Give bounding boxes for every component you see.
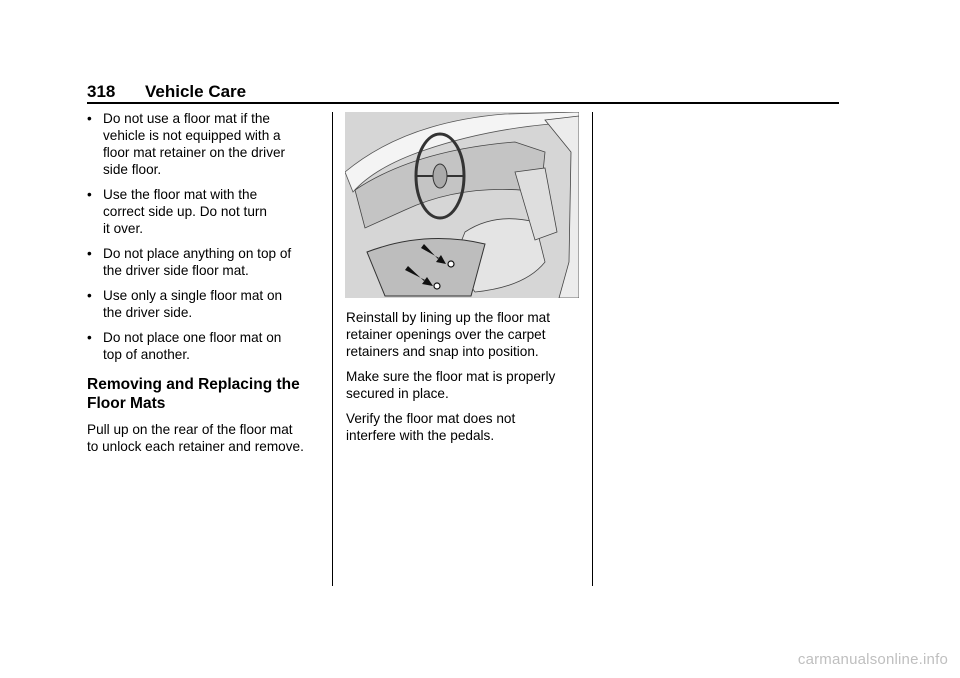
bullet-text: Do not place one floor mat on top of another. xyxy=(103,330,282,362)
middle-column xyxy=(346,309,584,452)
column-divider xyxy=(592,112,593,586)
header-rule xyxy=(87,102,839,104)
bullet-marker: • xyxy=(87,246,92,261)
bullet-text: Do not use a floor mat if the vehicle is not equipped with a floor mat retainer on the driver side floor. xyxy=(103,111,286,177)
bullet-item xyxy=(87,110,325,178)
body-paragraph: Pull up on the rear of the floor mat to unlock each retainer and remove. xyxy=(87,422,304,454)
watermark: carmanualsonline.info xyxy=(797,651,948,668)
page-header xyxy=(87,80,839,104)
bullet-item xyxy=(87,186,325,237)
car-interior-floor-mat-illustration xyxy=(345,112,579,298)
bullet-item xyxy=(87,287,325,321)
car-interior-icon xyxy=(345,112,579,298)
bullet-text: Use only a single floor mat on the driver side. xyxy=(103,288,283,320)
bullet-marker: • xyxy=(87,288,92,303)
body-paragraph: Verify the floor mat does not interfere with the pedals. xyxy=(346,411,516,443)
section-title: Vehicle Care xyxy=(145,82,247,101)
bullet-marker: • xyxy=(87,111,92,126)
bullet-text: Use the floor mat with the correct side up. Do not turn it over. xyxy=(103,187,267,236)
bullet-marker: • xyxy=(87,187,92,202)
column-divider xyxy=(332,112,333,586)
bullet-item xyxy=(87,245,325,279)
body-paragraph: Make sure the floor mat is properly secured in place. xyxy=(346,369,556,401)
left-column xyxy=(87,110,325,463)
subheading: Removing and Replacing the Floor Mats xyxy=(87,376,300,412)
bullet-marker: • xyxy=(87,330,92,345)
bullet-item xyxy=(87,329,325,363)
bullet-text: Do not place anything on top of the driver side floor mat. xyxy=(103,246,292,278)
body-paragraph: Reinstall by lining up the floor mat retainer openings over the carpet retainers and snap into position. xyxy=(346,310,551,359)
page-number: 318 xyxy=(87,82,116,101)
